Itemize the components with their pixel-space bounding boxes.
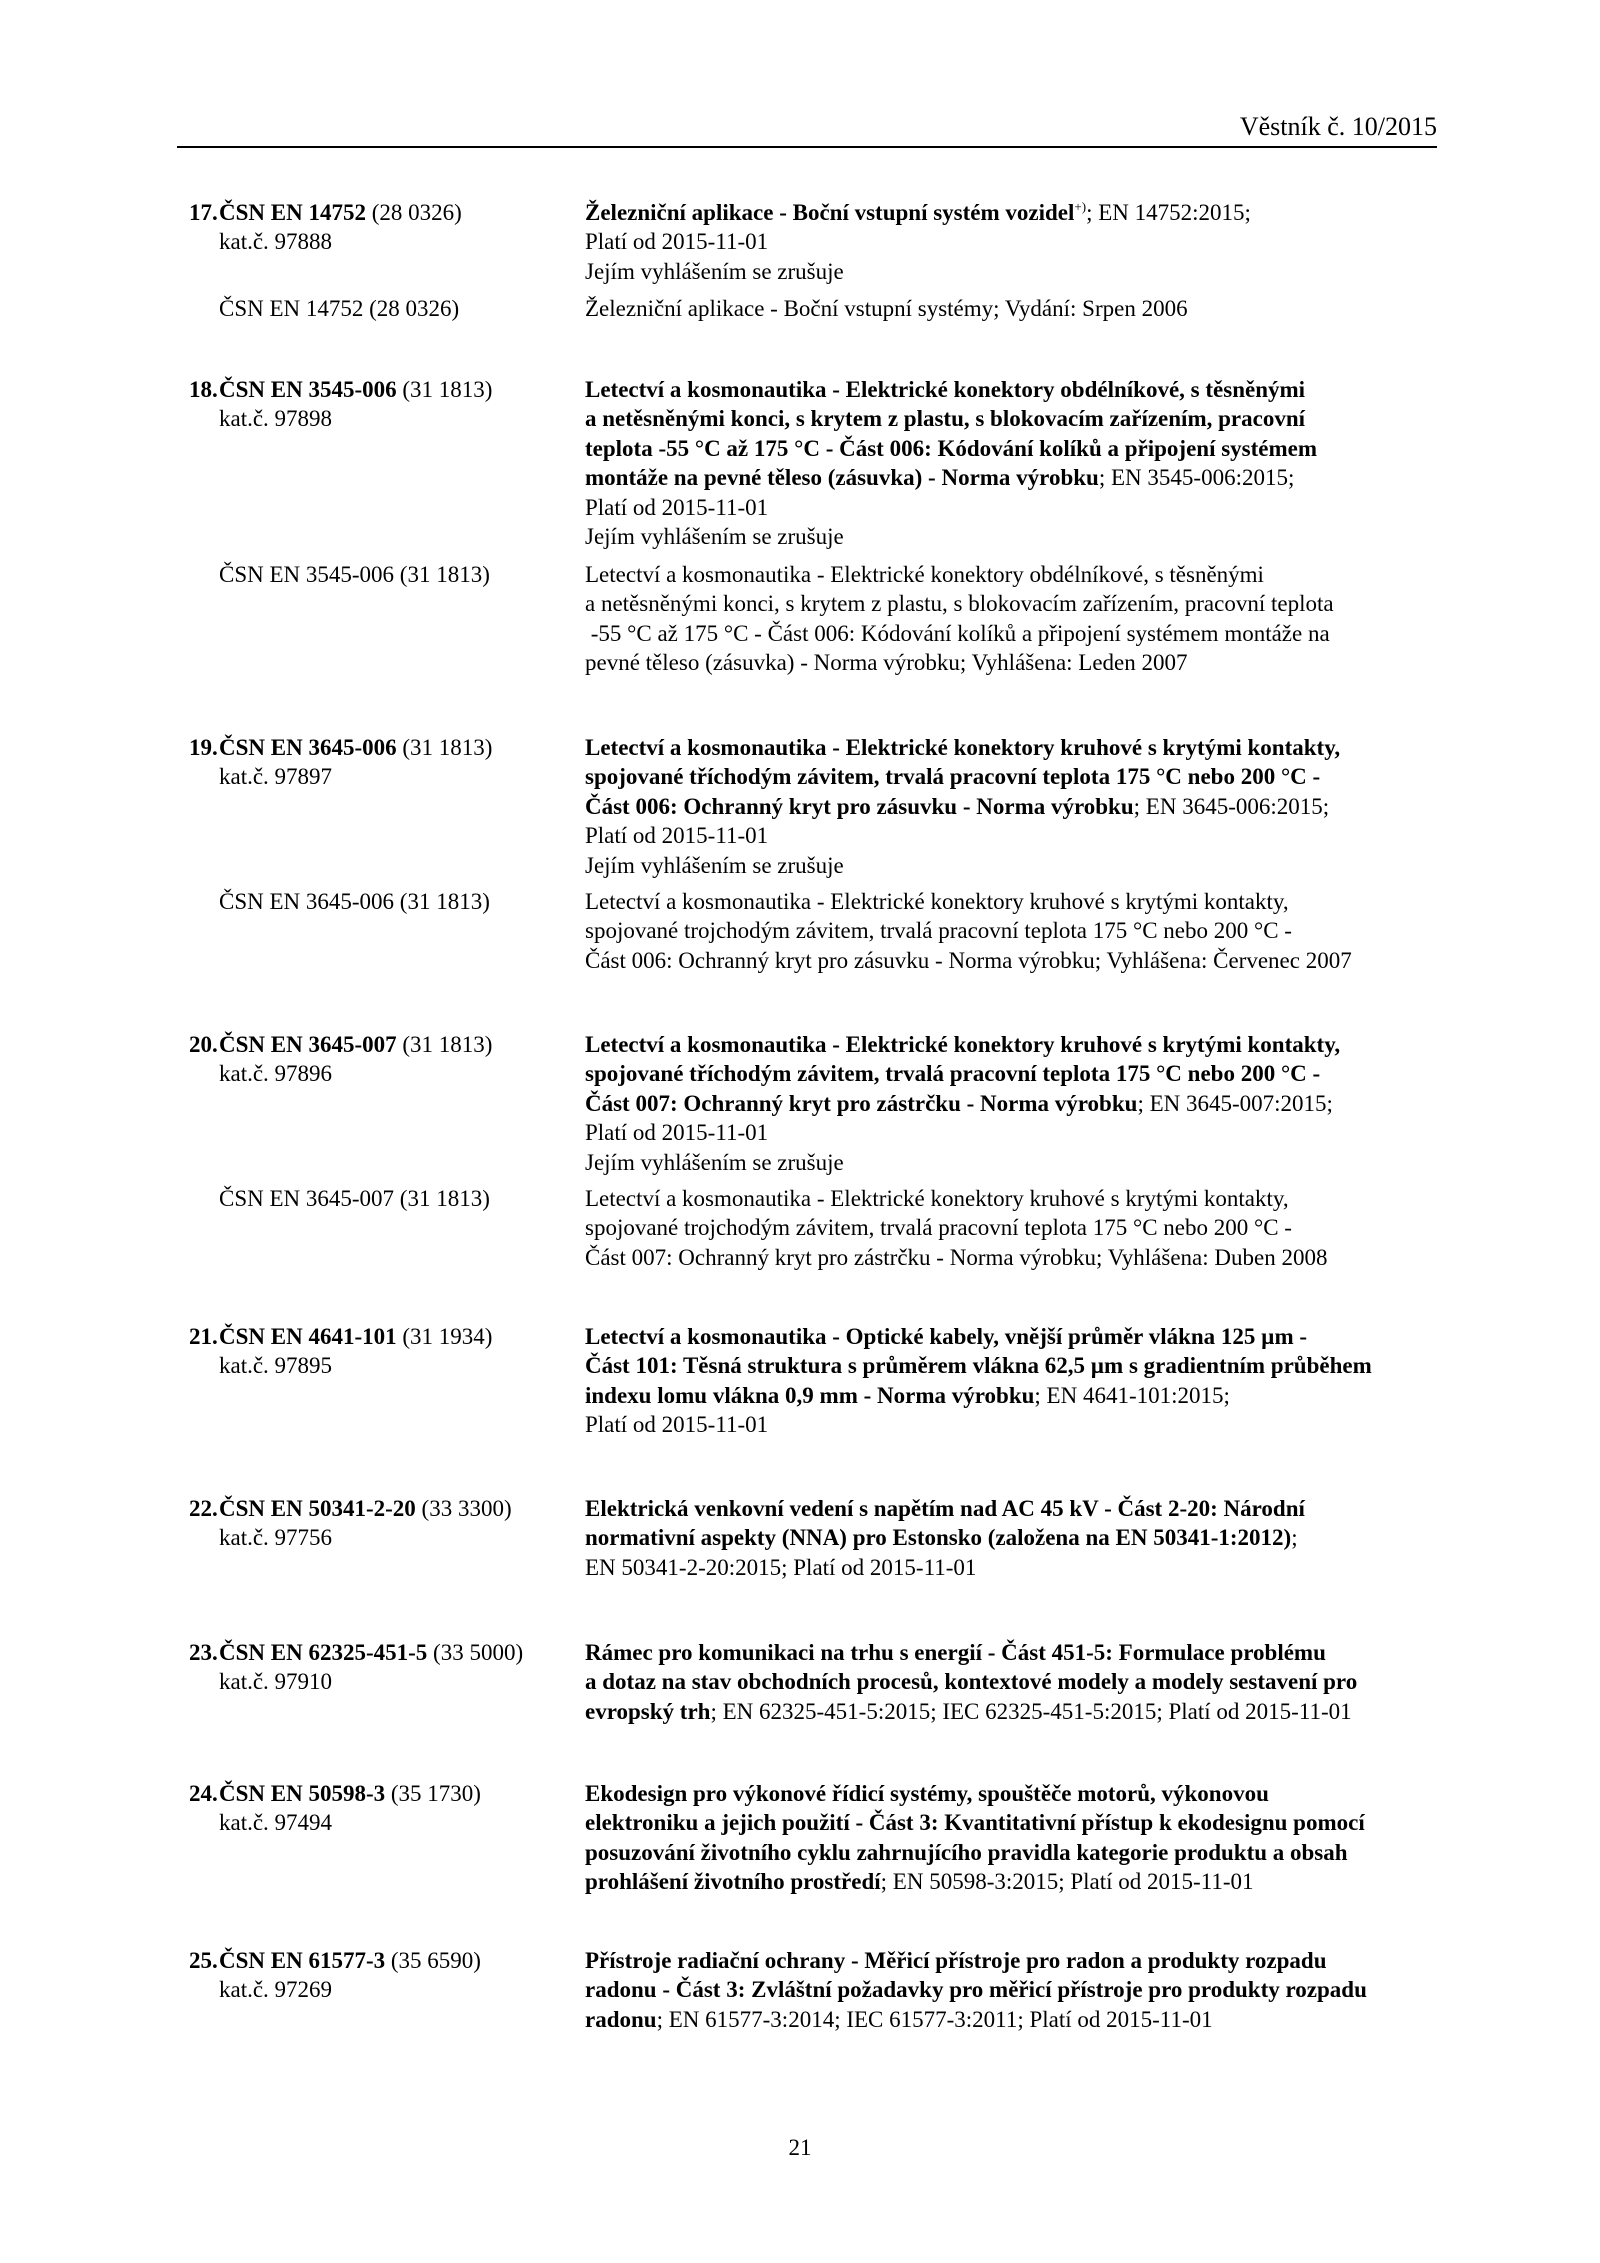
- title-text-bold: prohlášení životního prostředí: [585, 1869, 881, 1895]
- replaced-standard-code: ČSN EN 3545-006 (31 1813): [219, 562, 490, 587]
- title-line: [585, 404, 1317, 433]
- standard-class-number: (35 1730): [390, 1781, 481, 1806]
- standard-title: [585, 198, 1251, 286]
- title-line: [585, 1523, 1305, 1552]
- title-text: Část 006: Ochranný kryt pro zásuvku - Norma výrobku; Vyhlášena: Červenec 2007: [585, 947, 1352, 973]
- standard-entry: [0, 198, 1600, 284]
- title-text-bold: spojované tříchodým závitem, trvalá pracovní teplota 175 °C nebo 200 °C -: [585, 764, 1321, 790]
- standard-class-number: (31 1813): [402, 735, 493, 760]
- title-text-bold: indexu lomu vlákna 0,9 mm - Norma výrobku: [585, 1382, 1035, 1408]
- entry-number: 24.: [189, 1781, 218, 1806]
- title-text-bold: radonu: [585, 2006, 657, 2032]
- title-text: ; EN 3545-006:2015;: [1098, 465, 1295, 491]
- title-text: ; EN 3645-006:2015;: [1133, 793, 1330, 819]
- replaced-standard-code: ČSN EN 3645-006 (31 1813): [219, 889, 490, 914]
- standard-code: ČSN EN 3645-007: [219, 1032, 397, 1057]
- replaced-standard-code: ČSN EN 3645-007 (31 1813): [219, 1186, 490, 1211]
- title-text: Platí od 2015-11-01: [585, 229, 769, 255]
- title-line: [585, 1148, 1340, 1177]
- title-line: [585, 589, 1334, 618]
- catalog-number: kat.č. 97897: [219, 764, 333, 790]
- replaced-standard: [0, 560, 1600, 676]
- replaced-standard: [0, 887, 1600, 973]
- standard-code: ČSN EN 14752: [219, 200, 366, 225]
- title-text: Železniční aplikace - Boční vstupní systémy; Vydání: Srpen 2006: [585, 296, 1188, 321]
- title-line: [585, 1975, 1367, 2004]
- standard-title: [585, 1638, 1357, 1726]
- title-text: -55 °C až 175 °C - Část 006: Kódování kolíků a připojení systémem montáže na: [585, 620, 1330, 646]
- standard-title: [585, 1946, 1367, 2034]
- title-line: [585, 2005, 1367, 2034]
- title-line: [585, 619, 1334, 648]
- title-text-bold: Část 101: Těsná struktura s průměrem vlákna 62,5 µm s gradientním průběhem: [585, 1353, 1372, 1379]
- replaced-standard-title: [585, 887, 1352, 975]
- bulletin-title: Věstník č. 10/2015: [1239, 112, 1437, 141]
- standard-class-number: (31 1813): [402, 1032, 493, 1057]
- catalog-number: kat.č. 97895: [219, 1353, 333, 1379]
- title-line: [585, 1553, 1305, 1582]
- entry-number: 19.: [189, 735, 218, 760]
- title-line: [585, 1322, 1372, 1351]
- title-line: [585, 198, 1251, 227]
- catalog-number: kat.č. 97494: [219, 1810, 333, 1836]
- footnote-marker: +): [1074, 199, 1087, 214]
- standard-entry: [0, 1638, 1600, 1724]
- title-line: [585, 792, 1340, 821]
- title-line: [585, 1030, 1340, 1059]
- title-text: Část 007: Ochranný kryt pro zástrčku - Norma výrobku; Vyhlášena: Duben 2008: [585, 1244, 1328, 1270]
- title-line: [585, 1243, 1327, 1272]
- standard-designation: [219, 1322, 492, 1351]
- replaced-standard-code: ČSN EN 14752 (28 0326): [219, 296, 460, 321]
- title-text-bold: teplota -55 °C až 175 °C - Část 006: Kódování kolíků a připojení systémem: [585, 435, 1318, 461]
- title-line: [585, 375, 1317, 404]
- title-text-bold: a dotaz na stav obchodních procesů, kontextové modely a modely sestavení pro: [585, 1669, 1358, 1695]
- title-text-bold: a netěsněnými konci, s krytem z plastu, s blokovacím zařízením, pracovní: [585, 406, 1305, 432]
- replaced-standard: [0, 294, 1600, 321]
- title-line: [585, 887, 1352, 916]
- title-text: Letectví a kosmonautika - Elektrické konektory kruhové s krytými kontakty,: [585, 1186, 1289, 1211]
- title-text: Letectví a kosmonautika - Elektrické konektory kruhové s krytými kontakty,: [585, 889, 1289, 914]
- title-line: [585, 1351, 1372, 1380]
- title-text: spojované trojchodým závitem, trvalá pracovní teplota 175 °C nebo 200 °C -: [585, 918, 1292, 944]
- title-line: [585, 227, 1251, 256]
- title-text-bold: Část 006: Ochranný kryt pro zásuvku - Norma výrobku: [585, 793, 1134, 819]
- title-text: Platí od 2015-11-01: [585, 494, 769, 520]
- header-divider: [177, 146, 1437, 148]
- title-line: [585, 1494, 1305, 1523]
- title-text-bold: Letectví a kosmonautika - Elektrické konektory obdélníkové, s těsněnými: [585, 377, 1306, 402]
- title-text-bold: normativní aspekty (NNA) pro Estonsko (založena na EN 50341-1:2012): [585, 1525, 1292, 1551]
- title-text: ; EN 4641-101:2015;: [1034, 1382, 1230, 1408]
- standard-class-number: (31 1934): [402, 1324, 493, 1349]
- title-text-bold: posuzování životního cyklu zahrnujícího pravidla kategorie produktu a obsah: [585, 1839, 1348, 1865]
- title-text: Platí od 2015-11-01: [585, 823, 769, 849]
- title-text-bold: radonu - Část 3: Zvláštní požadavky pro měřicí přístroje pro produkty rozpadu: [585, 1977, 1367, 2003]
- standard-designation: [219, 1494, 512, 1523]
- standard-class-number: (31 1813): [402, 377, 493, 402]
- standard-designation: [219, 198, 462, 227]
- title-text-bold: Přístroje radiační ochrany - Měřicí přístroje pro radon a produkty rozpadu: [585, 1948, 1327, 1973]
- title-text: Letectví a kosmonautika - Elektrické konektory obdélníkové, s těsněnými: [585, 562, 1264, 587]
- entry-number: 23.: [189, 1640, 218, 1665]
- title-line: [585, 1410, 1372, 1439]
- title-text-bold: evropský trh: [585, 1698, 711, 1724]
- replaced-standard-title: [585, 294, 1188, 323]
- title-text-bold: Letectví a kosmonautika - Elektrické konektory kruhové s krytými kontakty,: [585, 735, 1341, 760]
- standard-code: ČSN EN 62325-451-5: [219, 1640, 428, 1665]
- standard-entry: [0, 1030, 1600, 1175]
- title-line: [585, 1697, 1357, 1726]
- catalog-number: kat.č. 97269: [219, 1977, 333, 2003]
- title-text: Jejím vyhlášením se zrušuje: [585, 1149, 844, 1175]
- standard-designation: [219, 733, 492, 762]
- standard-title: [585, 1322, 1372, 1440]
- title-line: [585, 1184, 1327, 1213]
- title-line: [585, 916, 1352, 945]
- replaced-standard: [0, 1184, 1600, 1270]
- title-line: [585, 1808, 1365, 1837]
- title-line: [585, 851, 1340, 880]
- title-text: ;: [1291, 1525, 1298, 1551]
- title-line: [585, 762, 1340, 791]
- title-text-bold: spojované tříchodým závitem, trvalá pracovní teplota 175 °C nebo 200 °C -: [585, 1061, 1321, 1087]
- title-text-bold: Ekodesign pro výkonové řídicí systémy, spouštěče motorů, výkonovou: [585, 1781, 1269, 1806]
- title-line: [585, 1213, 1327, 1242]
- entry-number: 18.: [189, 377, 218, 402]
- standard-code: ČSN EN 50341-2-20: [219, 1496, 416, 1521]
- standard-code: ČSN EN 61577-3: [219, 1948, 386, 1973]
- title-text-bold: elektroniku a jejich použití - Část 3: Kvantitativní přístup k ekodesignu pomocí: [585, 1810, 1365, 1836]
- title-line: [585, 946, 1352, 975]
- standard-title: [585, 375, 1317, 551]
- title-line: [585, 522, 1317, 551]
- standard-code: ČSN EN 3645-006: [219, 735, 397, 760]
- standard-class-number: (33 5000): [433, 1640, 524, 1665]
- title-text: Platí od 2015-11-01: [585, 1120, 769, 1146]
- standard-class-number: (33 3300): [421, 1496, 512, 1521]
- title-line: [585, 1667, 1357, 1696]
- title-text: ; EN 62325-451-5:2015; IEC 62325-451-5:2015; Platí od 2015-11-01: [710, 1698, 1352, 1724]
- standard-entry: [0, 1494, 1600, 1580]
- title-line: [585, 821, 1340, 850]
- catalog-number: kat.č. 97888: [219, 229, 333, 255]
- title-line: [585, 493, 1317, 522]
- standard-code: ČSN EN 4641-101: [219, 1324, 397, 1349]
- standard-designation: [219, 1030, 492, 1059]
- title-line: [585, 1838, 1365, 1867]
- standard-class-number: (28 0326): [371, 200, 462, 225]
- title-line: [585, 1638, 1357, 1667]
- entry-number: 20.: [189, 1032, 218, 1057]
- title-line: [585, 1779, 1365, 1808]
- title-line: [585, 294, 1188, 323]
- title-line: [585, 560, 1334, 589]
- title-text-bold: Železniční aplikace - Boční vstupní systém vozidel: [585, 200, 1075, 225]
- title-text-bold: Část 007: Ochranný kryt pro zástrčku - Norma výrobku: [585, 1090, 1138, 1116]
- title-text: ; EN 14752:2015;: [1086, 200, 1251, 225]
- standard-class-number: (35 6590): [390, 1948, 481, 1973]
- title-line: [585, 1059, 1340, 1088]
- standard-title: [585, 1494, 1305, 1582]
- title-line: [585, 648, 1334, 677]
- title-line: [585, 1867, 1365, 1896]
- title-text-bold: Letectví a kosmonautika - Elektrické konektory kruhové s krytými kontakty,: [585, 1032, 1341, 1057]
- title-text-bold: Letectví a kosmonautika - Optické kabely, vnější průměr vlákna 125 µm -: [585, 1324, 1308, 1349]
- title-text: EN 50341-2-20:2015; Platí od 2015-11-01: [585, 1554, 977, 1580]
- title-text-bold: Elektrická venkovní vedení s napětím nad AC 45 kV - Část 2-20: Národní: [585, 1496, 1305, 1521]
- title-text: Jejím vyhlášením se zrušuje: [585, 258, 844, 284]
- standard-designation: [219, 1638, 523, 1667]
- standard-designation: [219, 1779, 481, 1808]
- title-line: [585, 463, 1317, 492]
- title-line: [585, 1946, 1367, 1975]
- standard-code: ČSN EN 3545-006: [219, 377, 397, 402]
- title-text: ; EN 50598-3:2015; Platí od 2015-11-01: [880, 1869, 1254, 1895]
- standard-entry: [0, 375, 1600, 549]
- title-text: a netěsněnými konci, s krytem z plastu, s blokovacím zařízením, pracovní teplota: [585, 591, 1334, 617]
- title-text: ; EN 61577-3:2014; IEC 61577-3:2011; Platí od 2015-11-01: [656, 2006, 1213, 2032]
- entry-number: 22.: [189, 1496, 218, 1521]
- entry-number: 21.: [189, 1324, 218, 1349]
- standard-designation: [219, 375, 492, 404]
- title-text-bold: Rámec pro komunikaci na trhu s energií - Část 451-5: Formulace problému: [585, 1640, 1326, 1665]
- title-text: Jejím vyhlášením se zrušuje: [585, 523, 844, 549]
- page-number: 21: [788, 2135, 812, 2160]
- title-line: [585, 434, 1317, 463]
- title-line: [585, 257, 1251, 286]
- title-line: [585, 733, 1340, 762]
- standard-title: [585, 733, 1340, 880]
- standard-title: [585, 1779, 1365, 1897]
- standard-entry: [0, 733, 1600, 878]
- standard-code: ČSN EN 50598-3: [219, 1781, 386, 1806]
- standard-designation: [219, 1946, 481, 1975]
- standard-entry: [0, 1779, 1600, 1895]
- title-line: [585, 1118, 1340, 1147]
- catalog-number: kat.č. 97896: [219, 1061, 333, 1087]
- title-text: Jejím vyhlášením se zrušuje: [585, 852, 844, 878]
- entry-number: 17.: [189, 200, 218, 225]
- title-line: [585, 1381, 1372, 1410]
- title-text: pevné těleso (zásuvka) - Norma výrobku; Vyhlášena: Leden 2007: [585, 650, 1188, 676]
- title-line: [585, 1089, 1340, 1118]
- entry-number: 25.: [189, 1948, 218, 1973]
- replaced-standard-title: [585, 1184, 1327, 1272]
- catalog-number: kat.č. 97756: [219, 1525, 333, 1551]
- title-text: spojované trojchodým závitem, trvalá pracovní teplota 175 °C nebo 200 °C -: [585, 1215, 1292, 1241]
- title-text-bold: montáže na pevné těleso (zásuvka) - Norma výrobku: [585, 465, 1099, 491]
- standard-entry: [0, 1946, 1600, 2032]
- catalog-number: kat.č. 97910: [219, 1669, 333, 1695]
- title-text: ; EN 3645-007:2015;: [1137, 1090, 1333, 1116]
- standard-entry: [0, 1322, 1600, 1438]
- title-text: Platí od 2015-11-01: [585, 1412, 769, 1438]
- standard-title: [585, 1030, 1340, 1177]
- replaced-standard-title: [585, 560, 1334, 678]
- catalog-number: kat.č. 97898: [219, 406, 333, 432]
